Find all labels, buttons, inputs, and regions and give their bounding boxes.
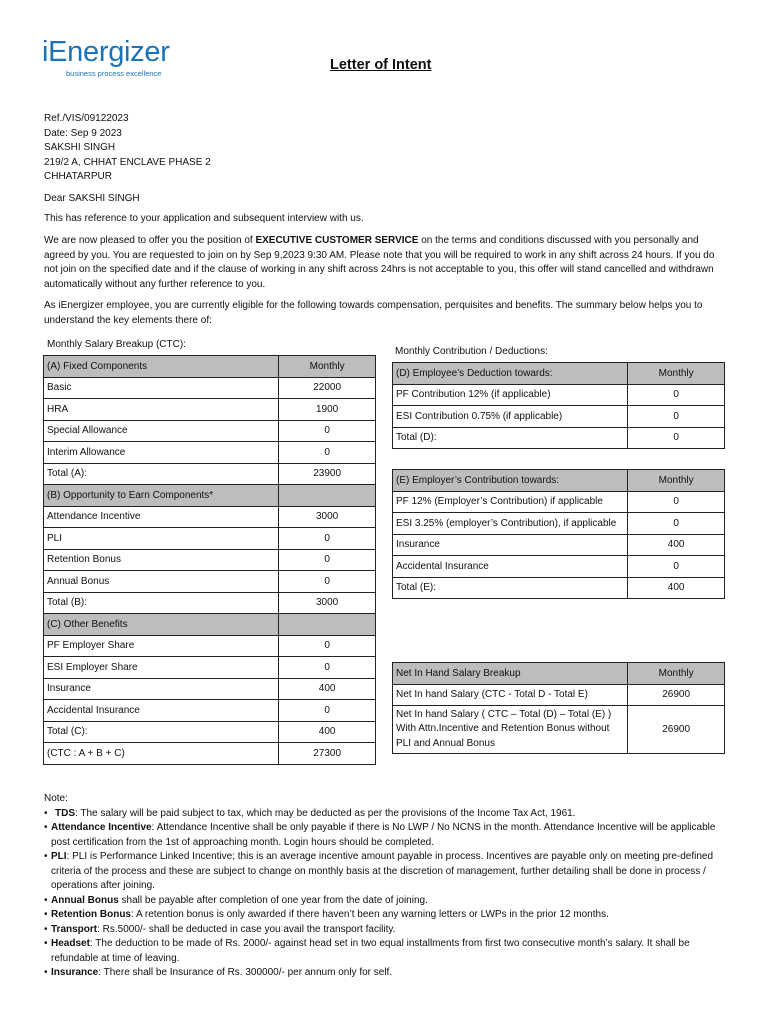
salutation: Dear SAKSHI SINGH [44,193,140,204]
row-label: Interim Allowance [44,442,279,464]
row-value: Monthly [628,470,725,492]
row-value: 27300 [279,743,376,765]
table-row [393,684,725,706]
row-label: ESI Contribution 0.75% (if applicable) [393,406,628,428]
table-row [393,491,725,513]
address-block [44,112,211,185]
row-label: ESI 3.25% (employer’s Contribution), if applicable [393,513,628,535]
row-value: Monthly [628,363,725,385]
table-row [44,743,376,765]
row-value: 0 [279,571,376,593]
net-row-label: Net In hand Salary ( CTC – Total (D) – Total (E) ) With Attn.Incentive and Retention Bonus without PLI and Annual Bonus [393,706,628,754]
row-label: Special Allowance [44,420,279,442]
table-row [393,513,725,535]
row-label: (CTC : A + B + C) [44,743,279,765]
table-row [44,399,376,421]
row-label: PLI [44,528,279,550]
row-label: (A) Fixed Components [44,356,279,378]
position-title: EXECUTIVE CUSTOMER SERVICE [255,235,419,246]
row-label: PF 12% (Employer’s Contribution) if applicable [393,491,628,513]
row-label: Basic [44,377,279,399]
table-row [393,706,725,754]
table-row [44,528,376,550]
eligibility-paragraph: As iEnergizer employee, you are currently eligible for the following towards compensation, perquisites and benefits. The summary below helps you to understand the key elements there of: [44,300,703,326]
table-row [44,678,376,700]
table-row [44,657,376,679]
note-key: Retention Bonus [51,909,131,920]
table-row [44,549,376,571]
row-value: 1900 [279,399,376,421]
note-key: Attendance Incentive [51,822,152,833]
row-value: 0 [628,491,725,513]
row-value: 0 [628,513,725,535]
row-value: 3000 [279,506,376,528]
row-label: Insurance [393,534,628,556]
row-value: 400 [279,678,376,700]
net-header-label: Net In Hand Salary Breakup [393,663,628,685]
table-row [44,635,376,657]
net-salary-table [392,662,725,754]
row-value: 0 [279,700,376,722]
table-row [393,427,725,449]
row-value [279,614,376,636]
row-value: 22000 [279,377,376,399]
row-label: Total (B): [44,592,279,614]
table-row [393,406,725,428]
table-row [393,384,725,406]
table-row [44,592,376,614]
row-label: Total (C): [44,721,279,743]
row-value: 0 [279,528,376,550]
notes-list [44,807,734,981]
note-text: : There shall be Insurance of Rs. 300000/- per annum only for self. [98,967,393,978]
section-header-row [44,614,376,636]
net-row-value: 26900 [628,706,725,754]
section-header-row [393,470,725,492]
note-key: PLI [51,851,67,862]
table-row [44,377,376,399]
table-row [44,442,376,464]
row-label: PF Contribution 12% (if applicable) [393,384,628,406]
logo-tagline: business process excellence [66,69,162,78]
note-text: shall be payable after completion of one year from the date of joining. [118,894,428,906]
row-value: 0 [279,549,376,571]
notes-section [44,792,734,981]
section-header-row [44,485,376,507]
note-text: : The deduction to be made of Rs. 2000/- against head set in two equal installments from first two consecutive month’s salary. It shall be refundable at time of leaving. [51,938,690,964]
net-row-value: 26900 [628,684,725,706]
row-value [279,485,376,507]
document-title: Letter of Intent [330,57,432,73]
address-line-2: CHHATARPUR [44,171,112,182]
note-item [44,821,734,850]
row-label: (D) Employee’s Deduction towards: [393,363,628,385]
row-label: Insurance [44,678,279,700]
row-label: (E) Employer’s Contribution towards: [393,470,628,492]
net-header-row [393,663,725,685]
ctc-caption: Monthly Salary Breakup (CTC): [47,339,186,350]
note-item [44,923,734,938]
table-row [44,571,376,593]
table-row [393,556,725,578]
row-label: (B) Opportunity to Earn Components* [44,485,279,507]
reference-number: Ref./VIS/09122023 [44,113,129,124]
logo-wordmark: iEnergizer [42,36,170,68]
note-item [44,850,734,894]
row-value: 0 [279,635,376,657]
row-label: Attendance Incentive [44,506,279,528]
row-label: Total (E): [393,577,628,599]
table-row [393,534,725,556]
row-label: Annual Bonus [44,571,279,593]
note-text: : A retention bonus is only awarded if there haven’t been any warning letters or LWPs in the prior 12 months. [131,909,609,920]
address-line-1: 219/2 A, CHHAT ENCLAVE PHASE 2 [44,156,211,168]
row-label: (C) Other Benefits [44,614,279,636]
offer-paragraph: We are now pleased to offer you the position of EXECUTIVE CUSTOMER SERVICE on the terms and conditions discussed with you personally and agreed by you. You are requested to join on by Sep 9,2023 9:30 AM. Please note that you will be required to work in any shift across 24 hours. If you do not join on the specified date and if the clause of working in any shift across 24hrs is not acceptable to you, this offer will stand cancelled and withdrawn automatically without any further reference to you. [44,235,715,290]
row-value: 0 [279,657,376,679]
row-label: Retention Bonus [44,549,279,571]
table-row [44,700,376,722]
employer-contribution-table [392,469,725,599]
note-text: : PLI is Performance Linked Incentive; this is an average incentive amount payable in process. Incentives are payable only on meeting pre-defined criteria of the process and these are subject to change on monthly basis at the discretion of management, further detailing shall be done in process / operations after joining. [51,851,714,891]
note-item [44,908,734,923]
recipient-name: SAKSHI SINGH [44,142,116,153]
row-value: 0 [628,384,725,406]
row-value: 400 [628,534,725,556]
row-label: Total (D): [393,427,628,449]
employee-deduction-table [392,362,725,449]
row-value: 400 [279,721,376,743]
note-text: : Attendance Incentive shall be only payable if there is No LWP / No NCNS in the month. Attendance Incentive will be applicable post certification from the 1st of approaching month. Login hours should be completed. [51,822,716,848]
table-row [44,420,376,442]
net-header-value: Monthly [628,663,725,685]
contribution-caption: Monthly Contribution / Deductions: [395,346,548,357]
note-text: : Rs.5000/- shall be deducted in case you avail the transport facility. [97,923,396,935]
note-text: : The salary will be paid subject to tax, which may be deducted as per the provisions of the Income Tax Act, 1961. [75,807,576,819]
row-label: Accidental Insurance [393,556,628,578]
row-value: 0 [628,406,725,428]
note-key: Transport [51,923,98,935]
note-key: TDS [55,807,75,819]
intro-paragraph: This has reference to your application and subsequent interview with us. [44,213,364,224]
row-label: PF Employer Share [44,635,279,657]
note-item [44,894,734,909]
table-row [393,577,725,599]
net-row-label: Net In hand Salary (CTC - Total D - Total E) [393,684,628,706]
row-value: 23900 [279,463,376,485]
table-row [44,506,376,528]
row-label: Accidental Insurance [44,700,279,722]
row-value: 0 [279,420,376,442]
table-row [44,721,376,743]
note-item [44,966,734,981]
company-logo [42,38,192,78]
row-value: 3000 [279,592,376,614]
table-row [44,463,376,485]
note-item [44,807,734,822]
row-value: 0 [628,427,725,449]
row-value: 0 [628,556,725,578]
note-key: Insurance [51,967,99,978]
section-header-row [393,363,725,385]
notes-heading: Note: [44,793,68,804]
row-value: 400 [628,577,725,599]
ctc-table [43,355,376,765]
note-key: Headset [51,938,90,949]
section-header-row [44,356,376,378]
row-label: ESI Employer Share [44,657,279,679]
letter-date: Date: Sep 9 2023 [44,127,122,139]
row-value: Monthly [279,356,376,378]
note-item [44,937,734,966]
note-key: Annual Bonus [51,894,119,906]
row-label: Total (A): [44,463,279,485]
row-value: 0 [279,442,376,464]
row-label: HRA [44,399,279,421]
